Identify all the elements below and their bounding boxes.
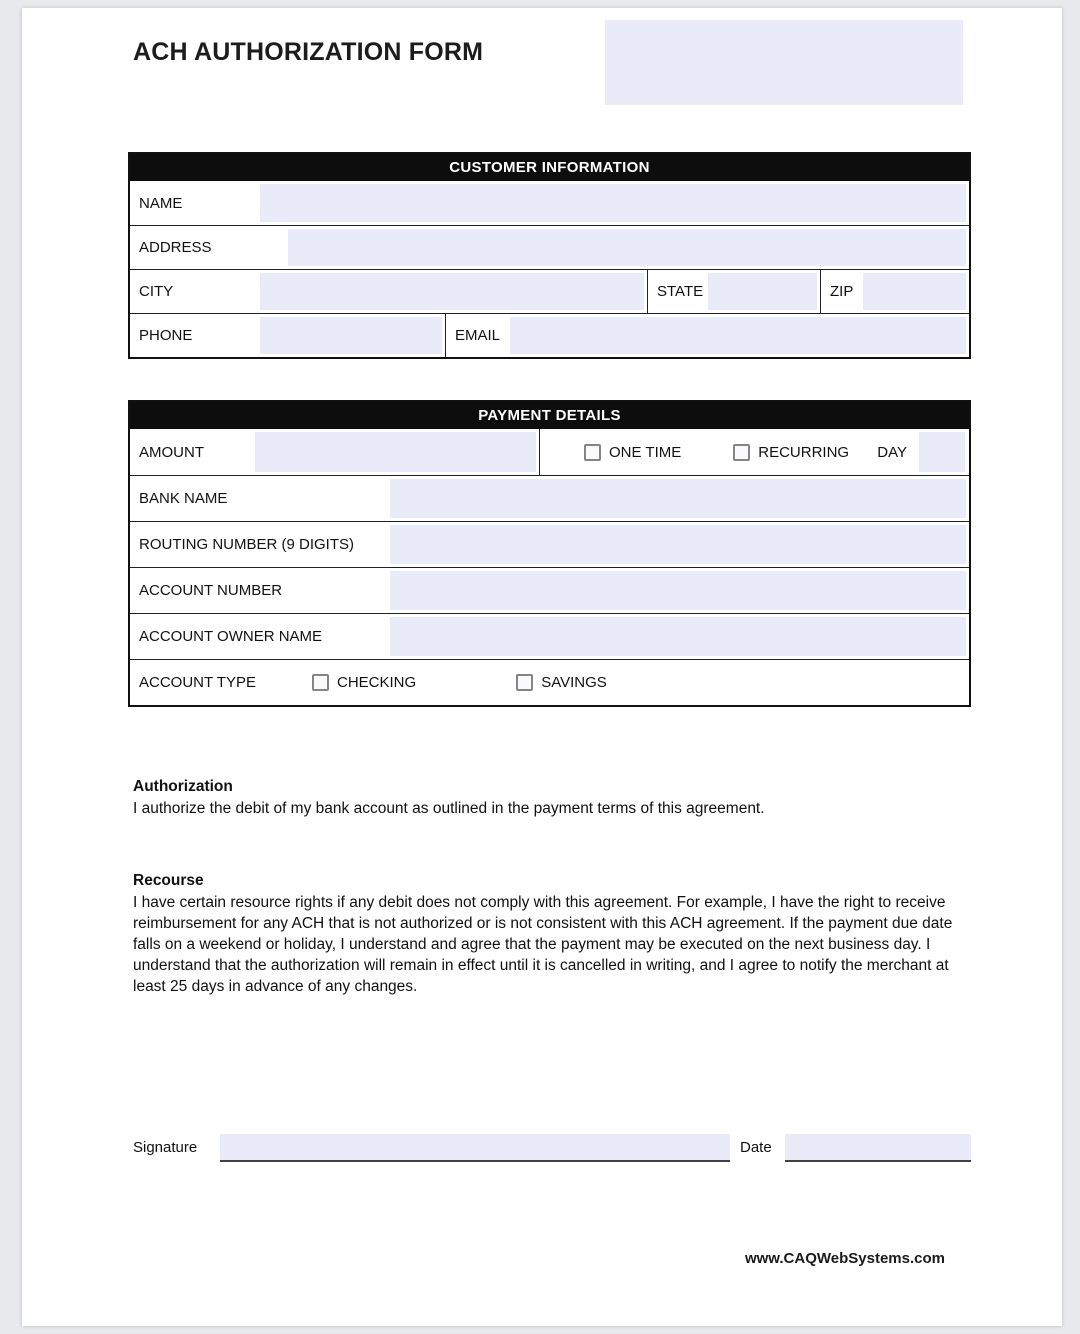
amount-input-cell: [252, 429, 539, 475]
page-title: ACH AUTHORIZATION FORM: [133, 38, 484, 66]
bank-name-label: BANK NAME: [139, 490, 228, 507]
phone-email-row: [130, 313, 969, 357]
day-input[interactable]: [919, 432, 965, 472]
zip-input[interactable]: [863, 273, 966, 310]
header-field[interactable]: [605, 20, 963, 105]
amount-input[interactable]: [255, 432, 536, 472]
authorization-section: [133, 778, 981, 819]
account-owner-input-cell: [387, 614, 969, 659]
document-page: [22, 8, 1062, 1326]
recourse-section: [133, 872, 981, 997]
bank-name-row: [130, 475, 969, 521]
routing-number-input[interactable]: [390, 525, 966, 564]
footer-url: www.CAQWebSystems.com: [744, 1250, 945, 1267]
account-owner-label: ACCOUNT OWNER NAME: [139, 628, 323, 645]
checking-label: CHECKING: [337, 674, 417, 691]
email-input-cell: [507, 314, 969, 357]
account-type-options: [300, 660, 969, 705]
name-label: NAME: [139, 194, 183, 212]
account-number-row: [130, 567, 969, 613]
phone-input-cell: [257, 314, 445, 357]
address-label: ADDRESS: [139, 239, 212, 256]
recurring-label: RECURRING: [758, 443, 850, 461]
state-input-cell: [705, 270, 820, 313]
one-time-checkbox[interactable]: [584, 444, 601, 461]
name-row: [130, 181, 969, 225]
date-input[interactable]: [785, 1134, 971, 1162]
recourse-text: I have certain resource rights if any debit does not comply with this agreement. For example, I have the right to receive reimbursement for any ACH that is not authorized or is not consistent with this ACH agreement. If the payment due date falls on a weekend or holiday, I understand and agree that the payment may be executed on the next business day. I understand that the authorization will remain in effect until it is cancelled in writing, and I agree to notify the merchant at least 25 days in advance of any changes.: [133, 894, 953, 995]
recourse-heading: Recourse: [133, 872, 204, 889]
bank-name-input[interactable]: [390, 479, 966, 518]
zip-input-cell: [860, 270, 969, 313]
account-number-input[interactable]: [390, 571, 966, 610]
savings-label: SAVINGS: [541, 674, 607, 691]
authorization-heading: Authorization: [133, 778, 233, 795]
signature-input[interactable]: [220, 1134, 730, 1162]
phone-input[interactable]: [260, 317, 442, 354]
frequency-options: [539, 429, 969, 475]
city-input-cell: [257, 270, 647, 313]
authorization-text: I authorize the debit of my bank account as outlined in the payment terms of this agreement.: [133, 800, 765, 817]
email-input[interactable]: [510, 317, 966, 354]
state-input[interactable]: [708, 273, 817, 310]
customer-information-table: [128, 152, 971, 359]
recurring-checkbox[interactable]: [733, 444, 750, 461]
zip-label: ZIP: [820, 270, 860, 313]
date-label: Date: [740, 1139, 772, 1156]
address-input[interactable]: [288, 229, 966, 266]
account-number-input-cell: [387, 568, 969, 613]
phone-label: PHONE: [139, 327, 193, 344]
address-input-cell: [285, 226, 969, 269]
amount-label: AMOUNT: [139, 443, 204, 461]
account-owner-input[interactable]: [390, 617, 966, 656]
name-input[interactable]: [260, 184, 966, 222]
city-label: CITY: [139, 283, 174, 300]
day-label: DAY: [877, 443, 907, 461]
payment-details-header: PAYMENT DETAILS: [130, 402, 969, 429]
customer-information-header: CUSTOMER INFORMATION: [130, 154, 969, 181]
city-state-zip-row: [130, 269, 969, 313]
email-label: EMAIL: [445, 314, 507, 357]
state-label: STATE: [647, 270, 705, 313]
bank-name-input-cell: [387, 476, 969, 521]
routing-number-label: ROUTING NUMBER (9 DIGITS): [139, 536, 355, 553]
address-row: [130, 225, 969, 269]
routing-number-row: [130, 521, 969, 567]
signature-label: Signature: [133, 1139, 198, 1156]
one-time-label: ONE TIME: [609, 443, 682, 461]
routing-number-input-cell: [387, 522, 969, 567]
account-number-label: ACCOUNT NUMBER: [139, 582, 283, 599]
account-type-row: [130, 659, 969, 705]
city-input[interactable]: [260, 273, 644, 310]
savings-checkbox[interactable]: [516, 674, 533, 691]
account-owner-row: [130, 613, 969, 659]
checking-checkbox[interactable]: [312, 674, 329, 691]
amount-row: [130, 429, 969, 475]
name-input-cell: [257, 181, 969, 225]
account-type-label: ACCOUNT TYPE: [139, 674, 256, 691]
payment-details-table: [128, 400, 971, 707]
